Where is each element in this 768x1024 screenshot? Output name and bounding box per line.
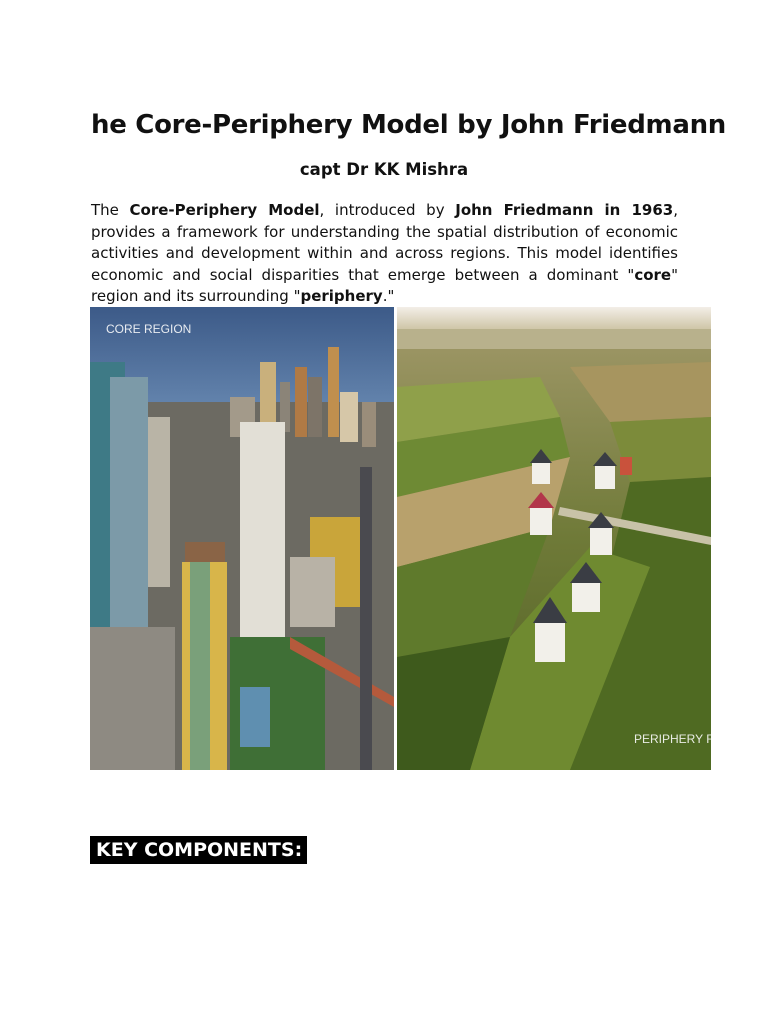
comparison-image bbox=[90, 307, 754, 770]
intro-text: ." bbox=[382, 287, 395, 305]
intro-bold-periphery: periphery bbox=[300, 287, 383, 305]
intro-text: " region and its surrounding " bbox=[91, 265, 678, 305]
core-region-label: CORE REGION bbox=[106, 322, 192, 336]
intro-bold-model: Core-Periphery Model bbox=[129, 201, 320, 219]
section-heading-wrap bbox=[90, 836, 307, 864]
key-components-heading: KEY COMPONENTS: bbox=[90, 836, 307, 864]
document-title: he Core-Periphery Model by John Friedmann bbox=[91, 110, 726, 140]
intro-text: , introduced by bbox=[319, 201, 456, 219]
core-region-photo bbox=[90, 307, 394, 770]
intro-text: The bbox=[91, 201, 130, 219]
intro-text: , provides a framework for understanding the spatial distribution of economic activities and development within and across regions. This model identifies economic and social disparities that emerge between a dominant " bbox=[91, 201, 678, 284]
intro-paragraph bbox=[91, 200, 678, 308]
comparison-photo bbox=[90, 307, 754, 770]
intro-bold-author: John Friedmann in 1963 bbox=[455, 201, 674, 219]
author-line: capt Dr KK Mishra bbox=[299, 160, 469, 179]
periphery-region-photo bbox=[397, 307, 754, 770]
intro-bold-core: core bbox=[634, 265, 672, 284]
periphery-region-label: PERIPHERY REGION bbox=[634, 732, 754, 746]
photo-divider bbox=[394, 307, 397, 770]
